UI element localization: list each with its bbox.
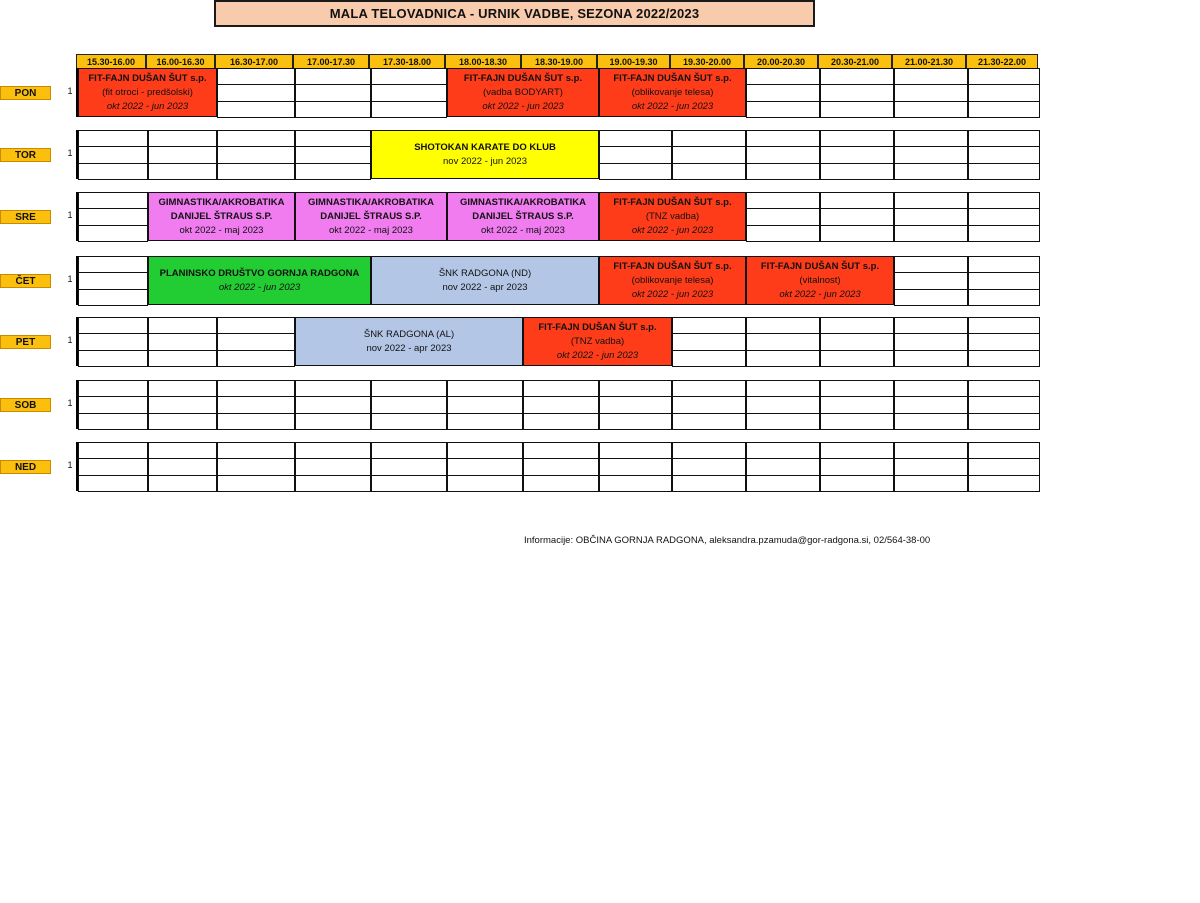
empty-slot [295,146,371,163]
empty-slot [217,130,295,147]
empty-slot [894,333,968,350]
empty-slot [148,317,217,334]
event-subtitle: DANIJEL ŠTRAUS S.P. [320,210,422,222]
empty-slot [894,256,968,273]
empty-slot [217,413,295,430]
event-period: okt 2022 - jun 2023 [106,100,189,112]
empty-slot [746,396,820,413]
empty-slot [295,130,371,147]
empty-slot [820,192,894,209]
time-slot-header: 19.00-19.30 [597,54,670,69]
day-row-pon [76,68,1038,117]
empty-slot [746,146,820,163]
empty-slot [968,225,1040,242]
empty-slot [217,442,295,459]
empty-slot [148,458,217,475]
empty-slot [672,317,746,334]
contact-info: Informacije: OBČINA GORNJA RADGONA, aleksandra.pzamuda@gor-radgona.si, 02/564-38-00 [524,535,931,546]
empty-slot [447,475,523,492]
event-title: FIT-FAJN DUŠAN ŠUT s.p. [613,260,732,272]
schedule-event [78,68,217,117]
schedule-event [295,192,447,241]
empty-slot [746,317,820,334]
empty-slot [217,458,295,475]
empty-slot [148,380,217,397]
empty-slot [78,130,148,147]
empty-slot [78,350,148,367]
schedule-event [746,256,894,305]
empty-slot [599,130,672,147]
empty-slot [894,289,968,306]
day-row-sob [76,380,1038,429]
empty-slot [295,475,371,492]
empty-slot [746,192,820,209]
event-title: PLANINSKO DRUŠTVO GORNJA RADGONA [159,267,360,279]
empty-slot [894,380,968,397]
empty-slot [820,68,894,85]
event-title: SHOTOKAN KARATE DO KLUB [414,141,556,153]
empty-slot [371,84,447,101]
empty-slot [148,350,217,367]
empty-slot [968,350,1040,367]
court-number: 1 [67,210,73,220]
empty-slot [217,68,295,85]
empty-slot [217,163,295,180]
empty-slot [820,208,894,225]
empty-slot [371,475,447,492]
empty-slot [78,192,148,209]
court-number: 1 [67,148,73,158]
empty-slot [894,475,968,492]
event-subtitle: DANIJEL ŠTRAUS S.P. [472,210,574,222]
empty-slot [820,333,894,350]
schedule-event [599,256,746,305]
empty-slot [78,317,148,334]
event-subtitle: (oblikovanje telesa) [631,86,714,98]
empty-slot [78,442,148,459]
empty-slot [746,163,820,180]
empty-slot [523,380,599,397]
empty-slot [672,475,746,492]
time-slot-header: 21.00-21.30 [892,54,966,69]
empty-slot [217,146,295,163]
empty-slot [820,163,894,180]
empty-slot [820,413,894,430]
empty-slot [894,192,968,209]
empty-slot [968,192,1040,209]
empty-slot [295,442,371,459]
schedule-event [148,256,371,305]
empty-slot [968,333,1040,350]
empty-slot [746,442,820,459]
day-label-čet: ČET [0,274,51,288]
empty-slot [820,442,894,459]
empty-slot [78,380,148,397]
empty-slot [672,130,746,147]
event-period: okt 2022 - jun 2023 [779,288,861,300]
schedule-event [371,130,599,179]
empty-slot [894,317,968,334]
empty-slot [371,458,447,475]
event-title: GIMNASTIKA/AKROBATIKA [158,196,285,208]
time-slot-header-row [76,54,1038,69]
empty-slot [523,396,599,413]
court-number: 1 [67,460,73,470]
empty-slot [968,380,1040,397]
empty-slot [523,458,599,475]
empty-slot [894,350,968,367]
empty-slot [148,442,217,459]
event-title: FIT-FAJN DUŠAN ŠUT s.p. [538,321,657,333]
empty-slot [746,413,820,430]
empty-slot [295,396,371,413]
time-slot-header: 16.30-17.00 [215,54,293,69]
empty-slot [968,146,1040,163]
empty-slot [746,68,820,85]
empty-slot [78,475,148,492]
day-label-pon: PON [0,86,51,100]
day-row-tor [76,130,1038,179]
day-row-sre [76,192,1038,241]
empty-slot [148,475,217,492]
empty-slot [78,413,148,430]
time-slot-header: 16.00-16.30 [146,54,215,69]
empty-slot [820,146,894,163]
empty-slot [746,101,820,118]
empty-slot [148,146,217,163]
empty-slot [148,130,217,147]
empty-slot [894,101,968,118]
empty-slot [968,68,1040,85]
time-slot-header: 19.30-20.00 [670,54,744,69]
empty-slot [968,208,1040,225]
empty-slot [371,101,447,118]
empty-slot [820,380,894,397]
empty-slot [599,475,672,492]
empty-slot [217,101,295,118]
event-title: FIT-FAJN DUŠAN ŠUT s.p. [613,196,732,208]
empty-slot [599,413,672,430]
empty-slot [968,289,1040,306]
day-row-čet [76,256,1038,305]
empty-slot [217,396,295,413]
event-title: GIMNASTIKA/AKROBATIKA [460,196,586,208]
empty-slot [148,333,217,350]
empty-slot [78,333,148,350]
empty-slot [894,68,968,85]
empty-slot [217,84,295,101]
empty-slot [746,84,820,101]
event-period: okt 2022 - jun 2023 [218,281,301,293]
day-row-ned [76,442,1038,491]
empty-slot [894,396,968,413]
empty-slot [968,272,1040,289]
empty-slot [78,289,148,306]
event-title: ŠNK RADGONA (ND) [438,267,532,279]
empty-slot [447,380,523,397]
event-title: FIT-FAJN DUŠAN ŠUT s.p. [88,72,207,84]
empty-slot [78,458,148,475]
event-period: nov 2022 - jun 2023 [443,155,527,167]
time-slot-header: 17.30-18.00 [369,54,445,69]
event-period: okt 2022 - jun 2023 [556,349,639,361]
empty-slot [295,101,371,118]
empty-slot [968,475,1040,492]
empty-slot [78,146,148,163]
empty-slot [78,225,148,242]
empty-slot [523,475,599,492]
empty-slot [295,84,371,101]
day-label-sob: SOB [0,398,51,412]
time-slot-header: 20.00-20.30 [744,54,818,69]
time-slot-header: 18.00-18.30 [445,54,521,69]
empty-slot [672,413,746,430]
event-period: okt 2022 - jun 2023 [631,288,714,300]
schedule-event [148,192,295,241]
empty-slot [447,396,523,413]
empty-slot [672,396,746,413]
schedule-event [371,256,599,305]
empty-slot [148,413,217,430]
empty-slot [894,208,968,225]
empty-slot [746,333,820,350]
empty-slot [217,350,295,367]
day-label-tor: TOR [0,148,51,162]
empty-slot [599,458,672,475]
schedule-event [599,68,746,117]
event-title: FIT-FAJN DUŠAN ŠUT s.p. [760,260,880,272]
time-slot-header: 15.30-16.00 [76,54,146,69]
empty-slot [523,442,599,459]
empty-slot [217,475,295,492]
empty-slot [894,272,968,289]
empty-slot [820,317,894,334]
schedule-event [447,68,599,117]
empty-slot [599,146,672,163]
empty-slot [968,317,1040,334]
empty-slot [672,442,746,459]
empty-slot [968,163,1040,180]
schedule-event [295,317,523,366]
empty-slot [968,101,1040,118]
empty-slot [746,380,820,397]
empty-slot [820,130,894,147]
day-label-pet: PET [0,335,51,349]
event-period: okt 2022 - maj 2023 [179,224,264,236]
event-period: nov 2022 - apr 2023 [366,342,452,354]
event-subtitle: (fit otroci - predšolski) [102,86,193,98]
event-subtitle: (TNZ vadba) [645,210,700,222]
empty-slot [968,84,1040,101]
empty-slot [78,163,148,180]
empty-slot [217,333,295,350]
empty-slot [217,317,295,334]
event-subtitle: (oblikovanje telesa) [631,274,714,286]
empty-slot [820,475,894,492]
empty-slot [746,350,820,367]
empty-slot [894,130,968,147]
empty-slot [371,396,447,413]
empty-slot [746,458,820,475]
day-row-pet [76,317,1038,366]
empty-slot [295,380,371,397]
empty-slot [523,413,599,430]
empty-slot [672,333,746,350]
time-slot-header: 18.30-19.00 [521,54,597,69]
event-period: okt 2022 - maj 2023 [329,224,413,236]
empty-slot [968,256,1040,273]
event-period: okt 2022 - jun 2023 [482,100,564,112]
empty-slot [447,413,523,430]
empty-slot [746,208,820,225]
empty-slot [371,413,447,430]
empty-slot [672,163,746,180]
empty-slot [820,458,894,475]
empty-slot [78,256,148,273]
day-label-ned: NED [0,460,51,474]
event-title: GIMNASTIKA/AKROBATIKA [308,196,434,208]
empty-slot [447,458,523,475]
empty-slot [894,413,968,430]
empty-slot [371,68,447,85]
empty-slot [148,396,217,413]
empty-slot [968,442,1040,459]
schedule-title: MALA TELOVADNICA - URNIK VADBE, SEZONA 2022/2023 [214,0,815,27]
empty-slot [820,225,894,242]
event-period: okt 2022 - jun 2023 [631,100,714,112]
empty-slot [746,130,820,147]
empty-slot [599,163,672,180]
schedule-event [599,192,746,241]
empty-slot [78,208,148,225]
schedule-event [523,317,672,366]
empty-slot [78,272,148,289]
empty-slot [371,380,447,397]
court-number: 1 [67,398,73,408]
empty-slot [894,442,968,459]
empty-slot [672,458,746,475]
court-number: 1 [67,335,73,345]
empty-slot [820,350,894,367]
event-subtitle: (vadba BODYART) [483,86,563,98]
empty-slot [968,413,1040,430]
empty-slot [371,442,447,459]
empty-slot [599,380,672,397]
empty-slot [820,84,894,101]
event-period: okt 2022 - maj 2023 [481,224,565,236]
empty-slot [295,458,371,475]
court-number: 1 [67,274,73,284]
empty-slot [447,442,523,459]
event-period: okt 2022 - jun 2023 [631,224,714,236]
empty-slot [968,458,1040,475]
empty-slot [894,225,968,242]
empty-slot [746,225,820,242]
empty-slot [295,413,371,430]
time-slot-header: 21.30-22.00 [966,54,1038,69]
event-subtitle: DANIJEL ŠTRAUS S.P. [170,210,273,222]
event-subtitle: (TNZ vadba) [570,335,625,347]
empty-slot [672,350,746,367]
empty-slot [295,163,371,180]
day-label-sre: SRE [0,210,51,224]
empty-slot [894,458,968,475]
empty-slot [148,163,217,180]
event-title: FIT-FAJN DUŠAN ŠUT s.p. [613,72,732,84]
empty-slot [295,68,371,85]
empty-slot [599,396,672,413]
empty-slot [217,380,295,397]
time-slot-header: 20.30-21.00 [818,54,892,69]
event-title: FIT-FAJN DUŠAN ŠUT s.p. [463,72,583,84]
empty-slot [672,146,746,163]
empty-slot [746,475,820,492]
event-title: ŠNK RADGONA (AL) [363,328,455,340]
empty-slot [894,163,968,180]
empty-slot [672,380,746,397]
empty-slot [820,396,894,413]
court-number: 1 [67,86,73,96]
empty-slot [968,396,1040,413]
empty-slot [820,101,894,118]
empty-slot [599,442,672,459]
empty-slot [968,130,1040,147]
schedule-event [447,192,599,241]
event-subtitle: (vitalnost) [799,274,841,286]
time-slot-header: 17.00-17.30 [293,54,369,69]
empty-slot [78,396,148,413]
empty-slot [894,146,968,163]
empty-slot [894,84,968,101]
event-period: nov 2022 - apr 2023 [442,281,528,293]
